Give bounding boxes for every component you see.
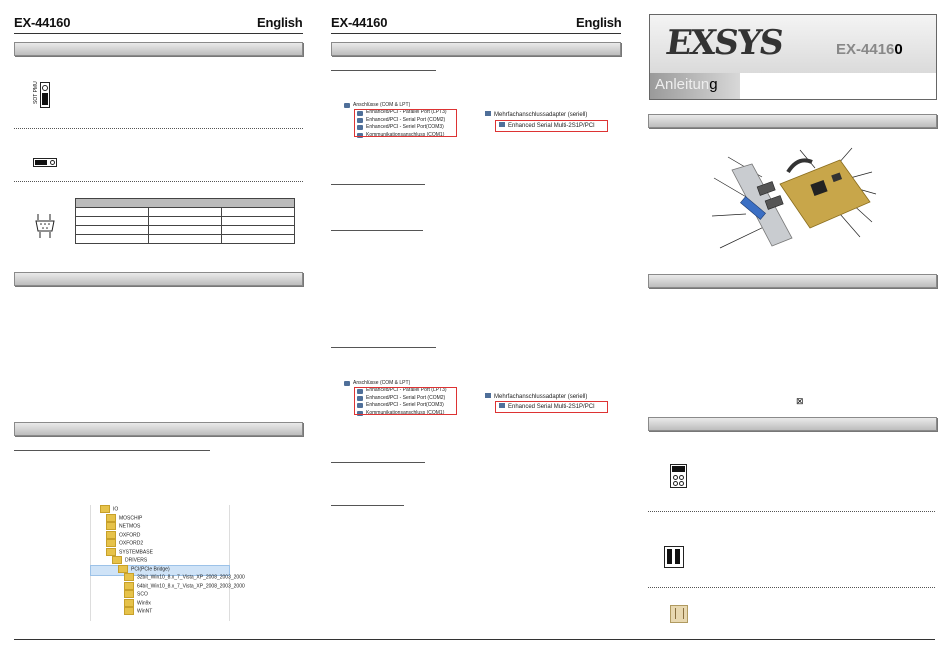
port-icon: [344, 103, 350, 108]
page1-divider-1: [14, 128, 303, 129]
adapter-icon: [499, 403, 505, 408]
folder-item[interactable]: IO: [100, 505, 245, 514]
page3-divider-1: [648, 511, 935, 512]
folder-icon: [124, 582, 134, 590]
device-item[interactable]: Enhanced/PCI - Parallel Port (LPT3): [344, 109, 447, 116]
page1-heading-underline: [14, 450, 210, 451]
page1-section-band-2: [14, 272, 303, 286]
folder-item[interactable]: 64bit_Win10_8.x_7_Vista_XP_2008_2003_2000: [100, 582, 245, 591]
pci-card-illustration: [700, 142, 890, 262]
folder-item[interactable]: OXFORD2: [100, 539, 245, 548]
folder-item[interactable]: NETMOS: [100, 522, 245, 531]
port-icon: [344, 381, 350, 386]
folder-item[interactable]: OXFORD: [100, 531, 245, 540]
jumper-setting-icon-2: [664, 546, 684, 568]
page1-section-band-1: [14, 42, 303, 56]
weee-bin-icon: ⊠: [796, 396, 804, 406]
folder-item[interactable]: DRIVERS: [100, 556, 245, 565]
folder-item[interactable]: 32bit_Win10_8.x_7_Vista_XP_2008_2003_2000: [100, 573, 245, 582]
folder-icon: [106, 522, 116, 530]
folder-item[interactable]: SYSTEMBASE: [100, 548, 245, 557]
adapter-icon: [499, 122, 505, 127]
device-item[interactable]: Enhanced/PCI - Serial Port (COM2): [344, 117, 447, 124]
pin-table-header: [76, 199, 295, 208]
jumper-label: SOT PMU: [33, 81, 39, 104]
folder-icon: [106, 531, 116, 539]
page1-header-rule: [14, 33, 303, 34]
folder-icon: [118, 565, 128, 573]
adapter-icon: [485, 111, 491, 116]
adapter-group-1: Mehrfachanschlussadapter (seriell): [485, 111, 587, 118]
page1-divider-2: [14, 181, 303, 182]
jumper-vertical-icon: [40, 82, 50, 108]
page3-section-band-1: [648, 114, 937, 128]
adapter-group-2: Mehrfachanschlussadapter (seriell): [485, 393, 587, 400]
jumper-setting-icon-1: [670, 464, 687, 488]
folder-icon: [124, 573, 134, 581]
page3-section-band-2: [648, 274, 937, 288]
adapter-item-2[interactable]: Enhanced Serial Multi-2S1P/PCI: [499, 403, 595, 410]
pin-assignment-table: [75, 198, 295, 244]
device-item[interactable]: Enhanced/PCI - Seriel Port(COM3): [344, 124, 447, 131]
folder-icon: [106, 539, 116, 547]
adapter-icon: [485, 393, 491, 398]
folder-item[interactable]: MOSCHIP: [100, 514, 245, 523]
folder-icon: [100, 505, 110, 513]
folder-icon: [124, 599, 134, 607]
device-item[interactable]: Enhanced/PCI - Serial Port (COM2): [344, 395, 447, 402]
page2-heading-underline-6: [331, 505, 404, 506]
footer-rule: [14, 639, 935, 640]
folder-item[interactable]: WinNT: [100, 607, 245, 616]
device-item[interactable]: Kommunikationsanschluss (COM1): [344, 410, 447, 417]
page2-model: EX-44160: [331, 15, 388, 30]
page2-heading-underline-1: [331, 70, 436, 71]
page2-heading-underline-5: [331, 462, 425, 463]
device-group[interactable]: Anschlüsse (COM & LPT): [344, 102, 447, 109]
device-item[interactable]: Kommunikationsanschluss (COM1): [344, 132, 447, 139]
device-item[interactable]: Enhanced/PCI - Seriel Port(COM3): [344, 402, 447, 409]
cover-anleitung: Anleitung: [655, 76, 718, 93]
page3-divider-2: [648, 587, 935, 588]
pin-header-icon: [670, 605, 688, 623]
page2-language: English: [576, 15, 622, 30]
folder-icon: [124, 607, 134, 615]
serial-connector-icon: [34, 212, 56, 240]
page1-model: EX-44160: [14, 15, 71, 30]
folder-item[interactable]: SCO: [100, 590, 245, 599]
driver-folder-tree: [100, 505, 245, 616]
highlight-box-ports-2: [354, 387, 457, 415]
jumper-horizontal-icon: [33, 158, 57, 167]
page2-heading-underline-2: [331, 184, 425, 185]
exsys-logo: EXSYS: [663, 23, 785, 63]
page1-language: English: [257, 15, 303, 30]
page1-section-band-3: [14, 422, 303, 436]
page2-section-band-1: [331, 42, 621, 56]
page2-heading-underline-4: [331, 347, 436, 348]
adapter-item-1[interactable]: Enhanced Serial Multi-2S1P/PCI: [499, 122, 595, 129]
folder-icon: [124, 590, 134, 598]
folder-icon: [106, 514, 116, 522]
device-group[interactable]: Anschlüsse (COM & LPT): [344, 380, 447, 387]
cover-logo-panel: [649, 14, 937, 100]
page2-header-rule: [331, 33, 621, 34]
cover-model: EX-44160: [836, 41, 903, 58]
device-item[interactable]: Enhanced/PCI - Parallel Port (LPT3): [344, 387, 447, 394]
folder-item[interactable]: Win9x: [100, 599, 245, 608]
folder-icon: [112, 556, 122, 564]
folder-item-selected[interactable]: PCI(PCIe Bridge): [100, 565, 245, 574]
folder-icon: [106, 548, 116, 556]
page2-heading-underline-3: [331, 230, 423, 231]
highlight-box-ports-1: [354, 109, 457, 137]
page3-section-band-3: [648, 417, 937, 431]
